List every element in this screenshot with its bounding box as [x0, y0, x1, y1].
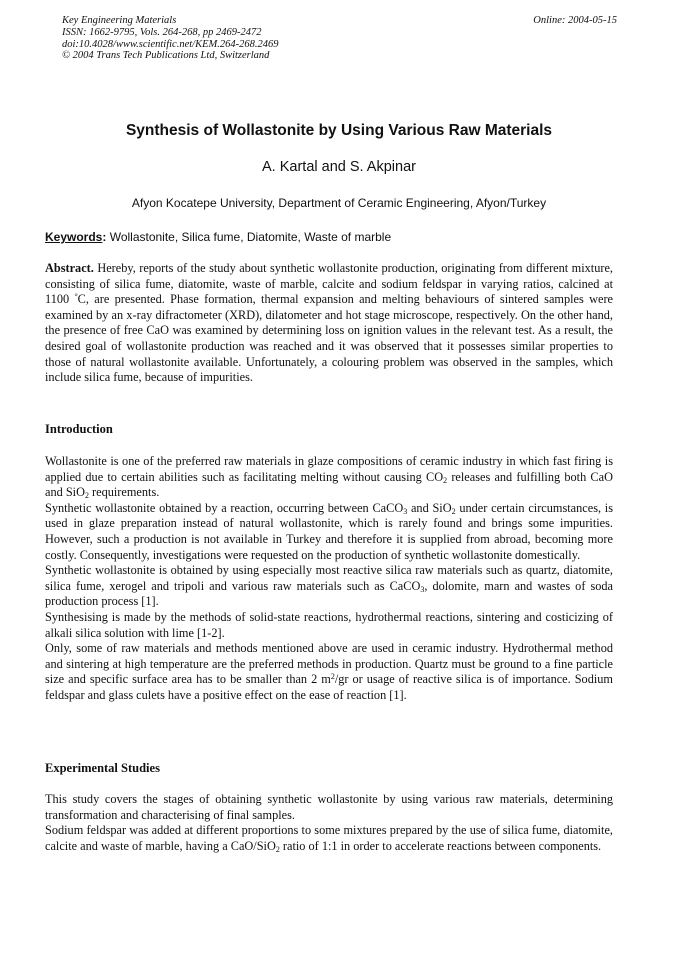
intro-text: /gr or usage of reactive silica is of importance. Sodium feldspar and glass culets have a positive effect on the ease of reaction [1]. [45, 672, 613, 702]
intro-text: requirements. [88, 485, 160, 500]
subscript: 3 [420, 584, 425, 594]
intro-text: and SiO [407, 500, 452, 515]
keywords-text: Wollastonite, Silica fume, Diatomite, Waste of marble [109, 230, 392, 244]
paper-title: Synthesis of Wollastonite by Using Various Raw Materials [125, 122, 553, 139]
intro-paragraph-2 [45, 501, 613, 563]
experimental-section [45, 792, 613, 854]
abstract-text-2: C, are presented. Phase formation, thermal expansion and melting behaviours of sintered samples were examined by an x-ray difractometer (XRD), dilatometer and hot stage microscope, respectively. On the other hand, the presence of free CaO was examined by determining loss on ignition values in the relevant test. As a result, the desired goal of wollastonite production was reached and it was observed that it possesses similar properties to those of natural wollastonite available. Unfortunately, a colouring problem was observed in the samples, which include silica fume, because of impurities. [45, 292, 613, 385]
subscript: 2 [275, 844, 280, 854]
experimental-heading: Experimental Studies [45, 761, 160, 775]
abstract-label: Abstract. [45, 261, 94, 275]
intro-text: under certain circumstances, is used in glaze preparation instead of natural wollastonite, which is rarely found and brings some impurities. However, such a production is not available in Turkey and therefore it is supplied from abroad, becoming more costly. Consequently, investigations were requested on the production of synthetic wollastonite domestically. [45, 500, 614, 562]
intro-text: Wollastonite is one of the preferred raw materials in glaze compositions of ceramic industry in which fast firing is applied due to certain abilities such as facilitating melting without causing CO [45, 454, 613, 484]
keywords-label: Keywords [45, 230, 103, 244]
intro-text: releases and fulfilling both CaO and SiO [45, 469, 613, 500]
paper-affiliation: Afyon Kocatepe University, Department of Ceramic Engineering, Afyon/Turkey [131, 196, 547, 210]
abstract-section [45, 261, 613, 386]
intro-text: Synthetic wollastonite is obtained by using especially most reactive silica raw materials such as quartz, diatomite, silica fume, xerogel and tripoli and various raw materials such as CaCO [45, 563, 613, 593]
subscript: 3 [403, 506, 408, 516]
intro-text: Only, some of raw materials and methods mentioned above are used in ceramic industry. Hydrothermal method and sintering at high temperature are the preferred methods in production. Quartz must be ground to a fine particle size and specific surface area has to be smaller than 2 m [45, 641, 613, 687]
intro-text: , dolomite, marn and wastes of soda production process [1]. [45, 578, 614, 609]
subscript: 2 [84, 491, 89, 501]
exp-text: ratio of 1:1 in order to accelerate reactions between components. [279, 838, 602, 853]
introduction-section [45, 454, 613, 704]
journal-name: Key Engineering Materials [62, 15, 177, 26]
degree-symbol: ° [74, 292, 78, 302]
introduction-heading: Introduction [45, 422, 113, 436]
exp-paragraph-1: This study covers the stages of obtaining synthetic wollastonite by using various raw materials, determining transformation and characterising of final samples. [45, 792, 613, 822]
online-date: Online: 2004-05-15 [533, 15, 617, 26]
issn-line: ISSN: 1662-9795, Vols. 264-268, pp 2469-2472 [62, 26, 262, 38]
exp-paragraph-2 [45, 823, 613, 854]
subscript: 2 [451, 506, 456, 516]
intro-paragraph-5 [45, 641, 613, 703]
intro-paragraph-4: Synthesising is made by the methods of solid-state reactions, hydrothermal reactions, sintering and costicizing of alkali silica solution with lime [1-2]. [45, 609, 613, 640]
intro-text: Synthetic wollastonite obtained by a reaction, occurring between CaCO [45, 500, 404, 515]
copyright-line: © 2004 Trans Tech Publications Ltd, Switzerland [62, 50, 270, 62]
keywords-line: Keywords: Wollastonite, Silica fume, Diatomite, Waste of marble [45, 230, 392, 244]
abstract-paragraph [45, 261, 613, 386]
abstract-text-1: Hereby, reports of the study about synthetic wollastonite production, originating from different mixture, consisting of silica fume, diatomite, waste of marble, calcite and sodium feldspar in varying ratios, calcined at 1100 [45, 261, 613, 307]
intro-paragraph-1 [45, 454, 613, 501]
superscript: 2 [330, 672, 335, 682]
intro-paragraph-3 [45, 563, 613, 610]
journal-header [62, 15, 617, 62]
exp-text: Sodium feldspar was added at different proportions to some mixtures prepared by the use of silica fume, diatomite, calcite and waste of marble, having a CaO/SiO [45, 823, 613, 853]
paper-authors: A. Kartal and S. Akpinar [262, 159, 416, 175]
subscript: 2 [443, 475, 448, 485]
doi-line: doi:10.4028/www.scientific.net/KEM.264-268.2469 [62, 38, 279, 50]
